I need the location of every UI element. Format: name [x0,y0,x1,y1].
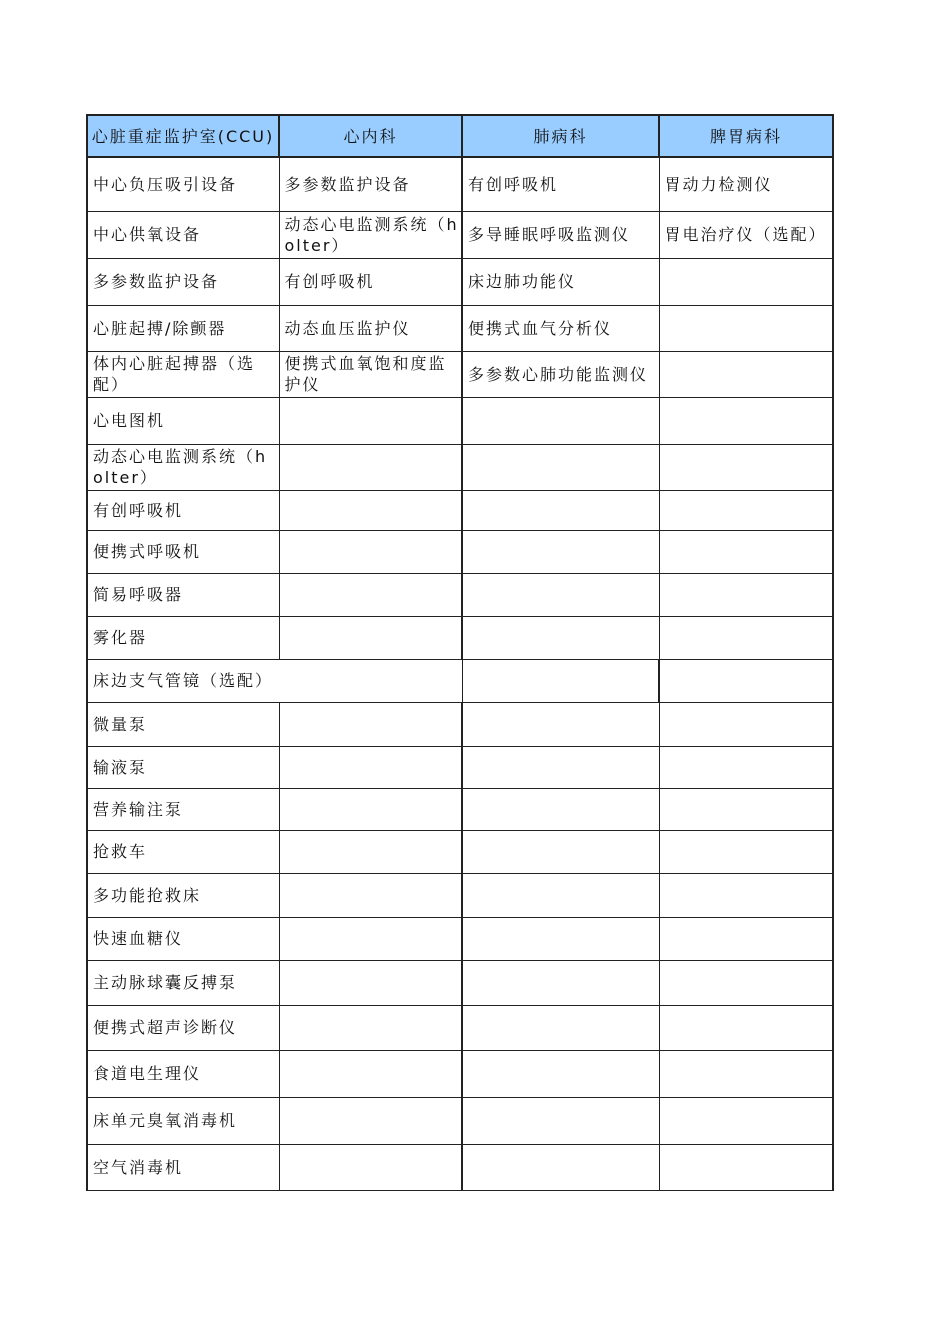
cell-gastro [659,659,833,702]
cell-ccu: 快速血糖仪 [87,917,279,960]
cell-gastro [659,444,833,490]
cell-ccu: 抢救车 [87,830,279,873]
cell-gastro [659,702,833,746]
cell-gastro [659,746,833,788]
cell-gastro [659,1144,833,1190]
cell-ccu: 多参数监护设备 [87,258,279,305]
table-row [87,1097,833,1144]
table-row [87,788,833,830]
cell-pulmonology [462,830,659,873]
cell-pulmonology: 床边肺功能仪 [462,258,659,305]
header-gastro: 脾胃病科 [659,115,833,157]
cell-gastro [659,873,833,917]
cell-ccu: 雾化器 [87,616,279,659]
cell-ccu: 中心负压吸引设备 [87,157,279,211]
cell-gastro [659,258,833,305]
cell-pulmonology [462,1144,659,1190]
cell-gastro [659,530,833,573]
cell-pulmonology: 多参数心肺功能监测仪 [462,351,659,397]
cell-ccu: 有创呼吸机 [87,490,279,530]
cell-gastro [659,1050,833,1097]
cell-cardiology [279,573,462,616]
table-row [87,746,833,788]
table-row [87,1144,833,1190]
cell-pulmonology [462,616,659,659]
cell-cardiology [279,873,462,917]
cell-gastro [659,351,833,397]
cell-ccu: 食道电生理仪 [87,1050,279,1097]
cell-cardiology [279,444,462,490]
table-row [87,616,833,659]
cell-pulmonology: 有创呼吸机 [462,157,659,211]
cell-cardiology [279,830,462,873]
cell-pulmonology [462,702,659,746]
cell-pulmonology [462,397,659,444]
table-row [87,960,833,1005]
cell-pulmonology: 便携式血气分析仪 [462,305,659,351]
cell-pulmonology [462,746,659,788]
cell-pulmonology [462,490,659,530]
header-row [87,115,833,157]
table-row [87,397,833,444]
cell-cardiology [279,1097,462,1144]
table-row [87,258,833,305]
table-row [87,490,833,530]
cell-cardiology: 多参数监护设备 [279,157,462,211]
cell-pulmonology [462,788,659,830]
cell-ccu: 心脏起搏/除颤器 [87,305,279,351]
cell-cardiology [279,960,462,1005]
table-row [87,211,833,258]
cell-ccu: 多功能抢救床 [87,873,279,917]
cell-gastro [659,917,833,960]
cell-gastro [659,830,833,873]
cell-cardiology: 动态心电监测系统（holter） [279,211,462,258]
cell-cardiology [279,702,462,746]
cell-ccu: 空气消毒机 [87,1144,279,1190]
cell-ccu: 输液泵 [87,746,279,788]
header-cardiology: 心内科 [279,115,462,157]
table-row [87,830,833,873]
table-row [87,917,833,960]
cell-cardiology [279,917,462,960]
table-row [87,530,833,573]
cell-ccu: 营养输注泵 [87,788,279,830]
cell-gastro [659,573,833,616]
cell-cardiology [279,746,462,788]
cell-cardiology [279,490,462,530]
cell-gastro: 胃动力检测仪 [659,157,833,211]
header-pulmonology: 肺病科 [462,115,659,157]
cell-gastro: 胃电治疗仪（选配） [659,211,833,258]
table-row [87,351,833,397]
cell-pulmonology [462,573,659,616]
table-row [87,573,833,616]
header-ccu: 心脏重症监护室(CCU) [87,115,279,157]
cell-pulmonology [462,659,659,702]
cell-ccu: 中心供氧设备 [87,211,279,258]
cell-pulmonology [462,530,659,573]
cell-ccu: 动态心电监测系统（holter） [87,444,279,490]
cell-pulmonology [462,444,659,490]
cell-cardiology [279,616,462,659]
cell-cardiology [279,530,462,573]
cell-pulmonology [462,1097,659,1144]
cell-ccu: 床边支气管镜（选配） [87,659,462,702]
cell-gastro [659,960,833,1005]
cell-pulmonology [462,960,659,1005]
cell-gastro [659,1005,833,1050]
cell-ccu: 体内心脏起搏器（选配） [87,351,279,397]
table-row [87,444,833,490]
table-row [87,1050,833,1097]
cell-cardiology [279,1050,462,1097]
cell-pulmonology [462,1005,659,1050]
cell-cardiology: 便携式血氧饱和度监护仪 [279,351,462,397]
cell-ccu: 心电图机 [87,397,279,444]
table-row [87,1005,833,1050]
cell-gastro [659,788,833,830]
table-row [87,702,833,746]
cell-pulmonology [462,917,659,960]
equipment-table [86,114,834,1191]
cell-gastro [659,490,833,530]
cell-ccu: 床单元臭氧消毒机 [87,1097,279,1144]
cell-pulmonology [462,1050,659,1097]
cell-cardiology: 有创呼吸机 [279,258,462,305]
cell-gastro [659,305,833,351]
table-row [87,873,833,917]
table-row [87,305,833,351]
table-row [87,659,833,702]
cell-ccu: 简易呼吸器 [87,573,279,616]
cell-gastro [659,397,833,444]
cell-ccu: 便携式呼吸机 [87,530,279,573]
cell-cardiology [279,1005,462,1050]
cell-gastro [659,616,833,659]
cell-pulmonology [462,873,659,917]
cell-pulmonology: 多导睡眠呼吸监测仪 [462,211,659,258]
cell-gastro [659,1097,833,1144]
cell-ccu: 主动脉球囊反搏泵 [87,960,279,1005]
cell-cardiology [279,788,462,830]
cell-cardiology [279,397,462,444]
cell-cardiology: 动态血压监护仪 [279,305,462,351]
cell-cardiology [279,1144,462,1190]
table-row [87,157,833,211]
cell-ccu: 便携式超声诊断仪 [87,1005,279,1050]
cell-ccu: 微量泵 [87,702,279,746]
